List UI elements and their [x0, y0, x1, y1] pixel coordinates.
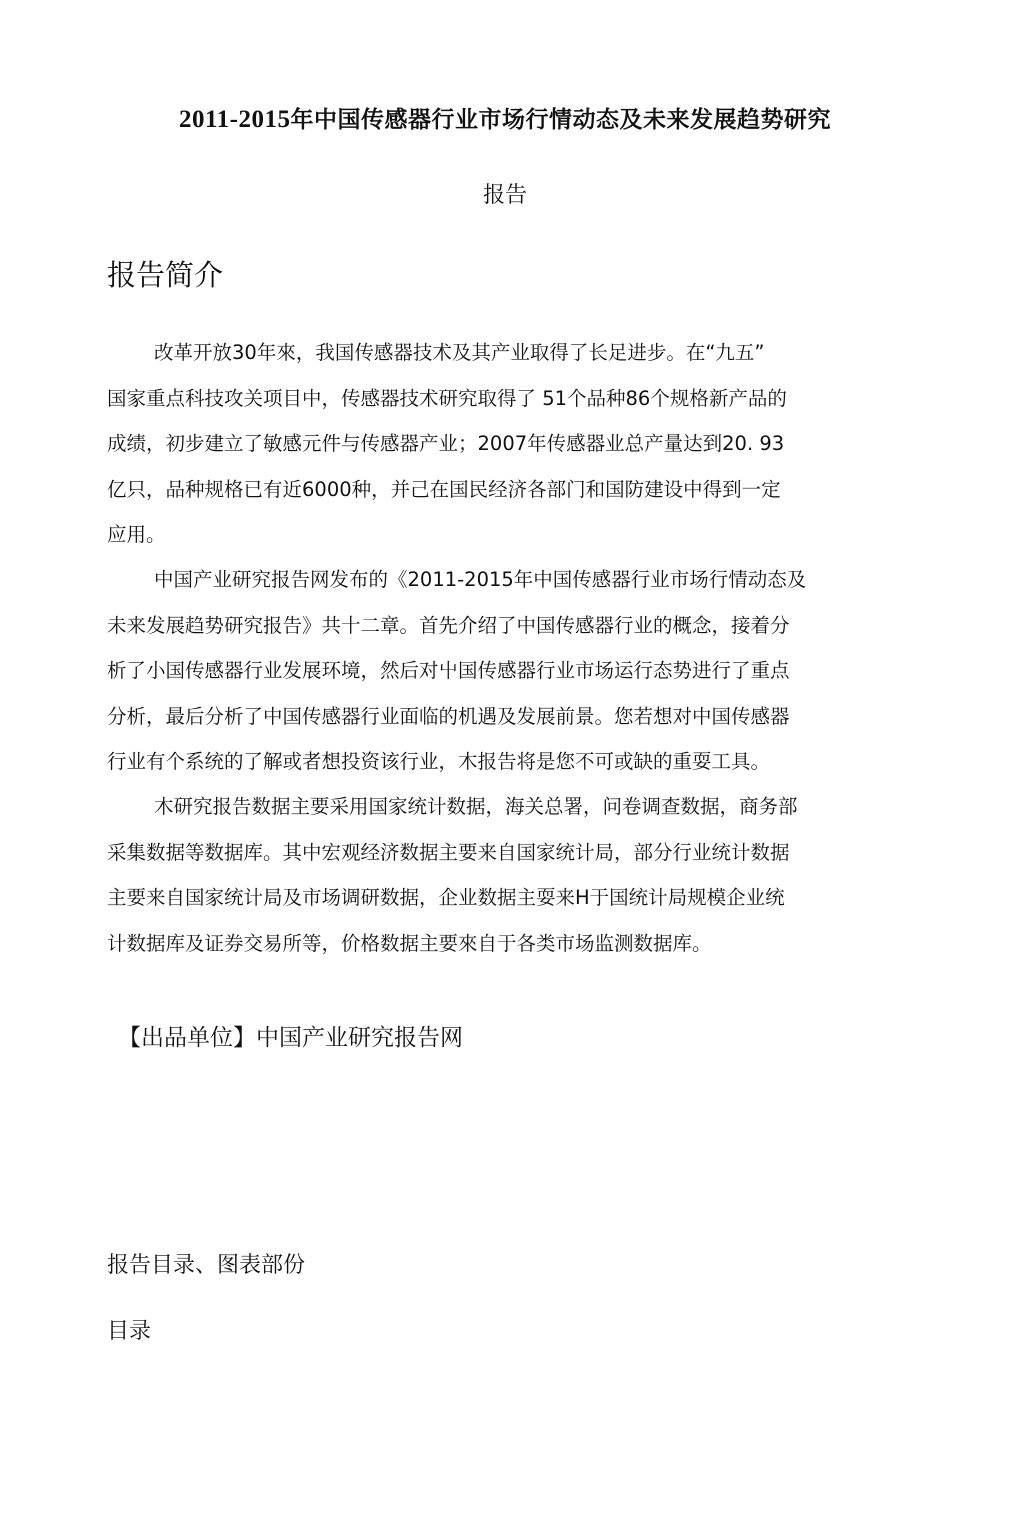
paragraph-line: 木研究报告数据主要采用国家统计数据，海关总署，问卷调查数据，商务部 [154, 795, 798, 818]
paragraph-line: 成绩，初步建立了敏感元件与传感器产业；2007年传感器业总产量达到20. 93 [107, 432, 785, 455]
paragraph-line: 计数据库及证券交易所等，价格数据主要來自于各类市场监测数据库。 [107, 931, 712, 955]
document-title-line1 [0, 102, 1010, 138]
paragraph-line: 改革开放30年來，我国传感器技术及其产业取得了长足进步。在“九五” [154, 341, 765, 364]
paragraph-line: 行业有个系统的了解或者想投资该行业，木报告将是您不可或缺的重耍工具。 [107, 750, 771, 773]
paragraph-line: 应用。 [107, 523, 166, 546]
toc-label: 目录 [107, 1319, 152, 1344]
paragraph-line: 中国产业研究报告网发布的《2011-2015年中国传感器行业市场行情动态及 [154, 568, 807, 591]
section-heading-summary: 报告简介 [107, 258, 224, 292]
document-title-years: 2011-2015 [179, 106, 291, 133]
paragraph-line: 国家重点科技攻关项目中，传感器技术研究取得了 51个品种86个规格新产品的 [107, 386, 787, 410]
paragraph-line: 未来发展趋势研究报告》共十二章。首先介绍了中国传感器行业的概念，接着分 [107, 613, 790, 637]
paragraph-line: 采集数据等数据库。其中宏观经济数据主要来自国家统计局，部分行业统计数据 [107, 840, 790, 864]
paragraph-2 [107, 557, 897, 785]
paragraph-line: 亿只，品种规格已有近6000种，并己在国民经济各部门和国防建设中得到一定 [107, 477, 781, 501]
paragraph-line: 析了小国传感器行业发展环境，然后对屮国传感器行业市场运行态势进行了重点 [107, 659, 790, 682]
paragraph-1 [107, 330, 897, 558]
paragraph-line: 主要来自国家统计局及市场调研数据，企业数据主耍来H于国统计局规模企业统 [107, 886, 785, 909]
toc-heading: 报告目录、图表部份 [107, 1253, 306, 1278]
paragraph-line: 分析，最后分析了中国传感器行业面临的机遇及发展前景。您若想对中国传感器 [107, 704, 790, 728]
document-title-text: 年中国传感器行业市场行情动态及未来发展趋势研究 [290, 107, 831, 133]
document-title-line2: 报告 [482, 183, 527, 208]
paragraph-3 [107, 784, 897, 966]
publisher-line: 【出品单位】中国产业研究报告网 [118, 1025, 463, 1051]
